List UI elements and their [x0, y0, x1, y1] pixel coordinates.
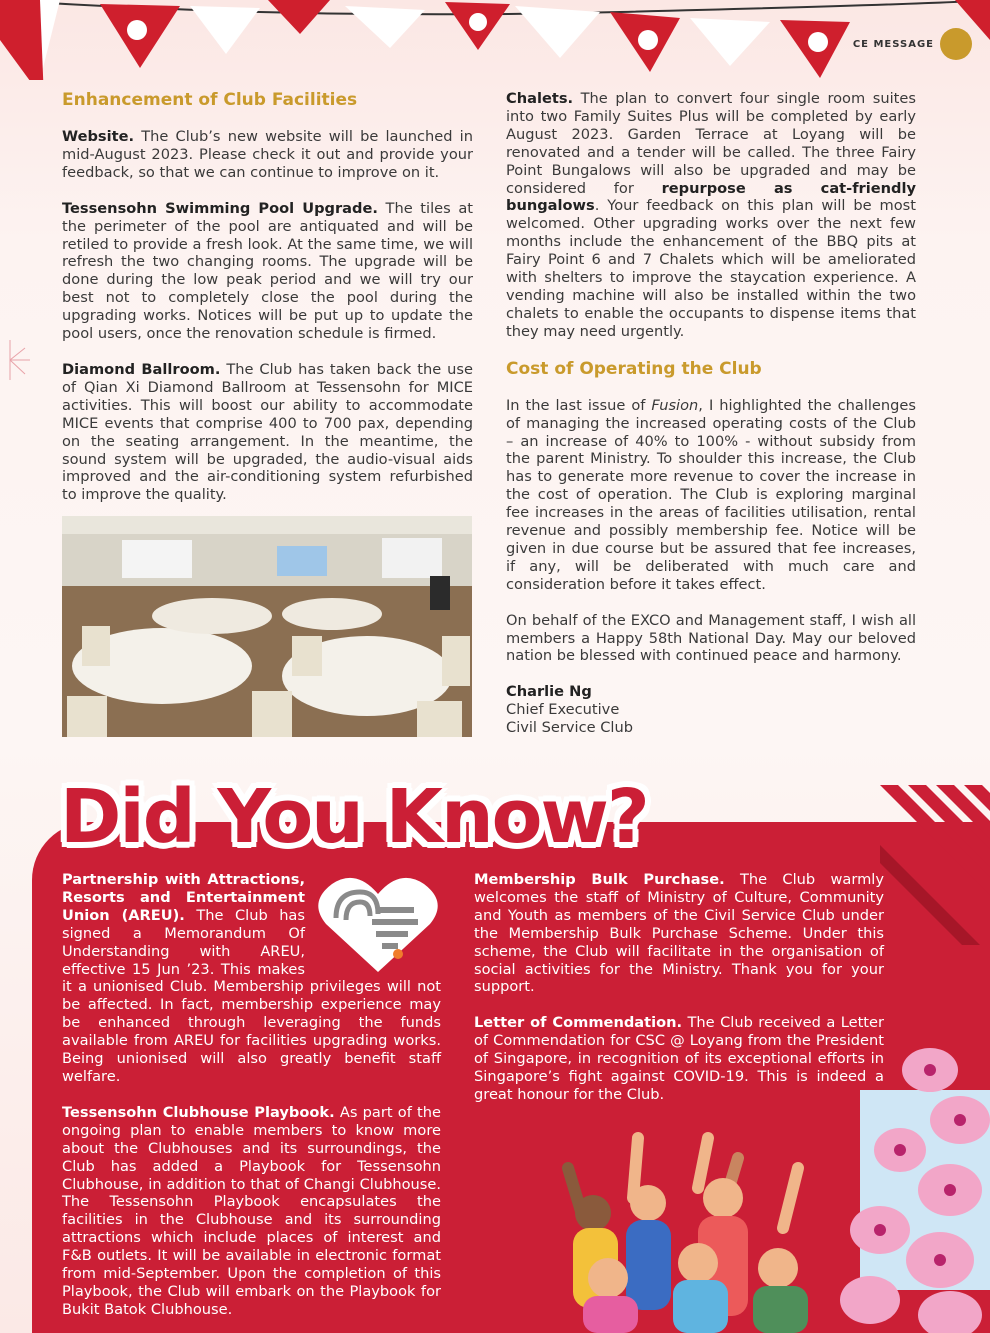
ballroom-title: Diamond Ballroom. — [62, 360, 221, 378]
letter-title: Letter of Commendation. — [474, 1014, 683, 1032]
bunting-flags — [0, 0, 990, 80]
fusion-title: Fusion — [651, 396, 699, 414]
signature-block — [506, 683, 916, 737]
letter-text: The Club received a Letter of Commendation for CSC @ Loyang from the President of Singapore, in recognition of its exceptional efforts in Singapore’s fight against COVID-19. This is indeed a great honour for the Club. — [474, 1014, 884, 1103]
did-you-know-left-column — [62, 871, 441, 1333]
cost-text-1: In the last issue of — [506, 396, 652, 414]
chalets-text-1: The plan to convert four single room suites into two Family Suites Plus will be completed by early August 2023. Garden Terrace at Loyang will be renovated and a tender will be called. The three Fairy Point Bungalows will also be upgraded and may be considered for — [506, 90, 916, 197]
cost-paragraph — [506, 397, 916, 594]
signature-org: Civil Service Club — [506, 719, 633, 737]
gold-dot-icon — [940, 28, 972, 60]
areu-text: The Club has signed a Memorandum Of Understanding with AREU, effective 15 Jun ’23. This makes it a unionised Club. Membership privileges will not be affected. In fact, membership experience may be enhanced through leveraging the funds available from AREU for facilities upgrading works. Being unionised will also greatly benefit staff welfare. — [62, 906, 441, 1085]
flag-red — [0, 0, 44, 80]
closing-paragraph: On behalf of the EXCO and Management staff, I wish all members a Happy 58th National Day. May our beloved nation be blessed with continued peace and harmony. — [506, 611, 916, 665]
right-column — [506, 90, 916, 737]
playbook-text: As part of the ongoing plan to enable members to know more about the Clubhouses and its surroundings, the Club has added a Playbook for Tessensohn Clubhouse, in addition to that of Changi Clubhouse. The Tessensohn Playbook encapsulates the facilities in the Clubhouse and its surrounding attractions which include places of interest and F&B outlets. It will be available in electronic format from mid-September. Upon the completion of this Playbook, the Club will embark on the Playbook for Bukit Batok Clubhouse. — [62, 1103, 441, 1318]
flag-white — [690, 18, 770, 66]
cheering-people-illustration — [548, 1128, 848, 1333]
heading-cost-operating: Cost of Operating the Club — [506, 358, 762, 379]
section-label: CE MESSAGE — [852, 38, 934, 50]
playbook-paragraph — [62, 1104, 441, 1319]
pool-title: Tessensohn Swimming Pool Upgrade. — [62, 199, 378, 217]
left-column — [62, 90, 473, 522]
flag-red — [268, 0, 330, 34]
ballroom-text: The Club has taken back the use of Qian Xi Diamond Ballroom at Tessensohn for MICE activities. This will boost our ability to accommodate MICE events that comprise 400 to 700 pax, depending on the seating arrangement. In the meantime, the sound system will be upgraded, the audio-visual aids improved and the air-conditioning system refurbished to improve the quality. — [62, 360, 473, 504]
ballroom-paragraph — [62, 361, 473, 504]
flag-white — [345, 6, 425, 48]
website-paragraph — [62, 128, 473, 182]
chalets-text-2: . Your feedback on this plan will be most welcomed. Other upgrading works over the next few months include the enhancement of the BBQ pits at Fairy Point 6 and 7 Chalets which will be ameliorated with shelters to improve the staycation experience. A vending machine will also be installed within the two chalets to enable the occupants to dispense items that they may need urgently. — [506, 197, 916, 340]
signature-name: Charlie Ng — [506, 683, 592, 701]
playbook-title: Tessensohn Clubhouse Playbook. — [62, 1103, 335, 1121]
section-badge — [853, 28, 972, 60]
bulk-text: The Club warmly welcomes the staff of Ministry of Culture, Community and Youth as members of the Civil Service Club under the Membership Bulk Purchase Scheme. Under this scheme, the Club will facilitate in the organisation of social activities for the Ministry. Thank you for your support. — [474, 871, 884, 996]
flag-white — [190, 6, 260, 54]
heading-club-facilities: Enhancement of Club Facilities — [62, 90, 358, 110]
website-text: The Club’s new website will be launched in mid-August 2023. Please check it out and provide your feedback, so that we can continue to improve on it. — [62, 128, 473, 181]
website-title: Website. — [62, 128, 135, 145]
areu-title: Partnership with Attractions, Resorts and Entertainment Union (AREU). — [62, 871, 305, 924]
chalets-bold: repurpose as cat-friendly bungalows — [506, 179, 916, 215]
diagonal-stripes-decoration — [880, 785, 990, 945]
signature-title: Chief Executive — [506, 701, 620, 719]
chalets-paragraph — [506, 90, 916, 341]
bulk-paragraph — [474, 871, 884, 996]
flag-white — [515, 6, 600, 58]
pool-text: The tiles at the perimeter of the pool are antiquated and will be retiled to provide a fresh look. At the same time, we will refresh the two changing rooms. The upgrade will be done during the low peak period and we will try our best not to completely close the pool during the upgrading works. Notices will be put up to update the pool users, once the renovation schedule is firmed. — [62, 199, 473, 343]
chalets-title: Chalets. — [506, 90, 574, 107]
logo-spacer — [305, 871, 441, 975]
fireworks-icon — [0, 330, 40, 390]
cost-text-2: , I highlighted the challenges of managing the increased operating costs of the Club – an increase of 40% to 100% - without subsidy from the parent Ministry. To shoulder this increase, the Club has to generate more revenue to cover the increase in the cost of operation. The Club is exploring marginal fee increases in the areas of facilities utilisation, rental revenue and possibly membership fee. Notice will be given in due course but be assured that fee increases, if any, will be deliberated with much care and consideration before it takes effect. — [506, 396, 916, 593]
pool-paragraph — [62, 200, 473, 343]
bulk-title: Membership Bulk Purchase. — [474, 871, 725, 888]
did-you-know-title: Did You Know? — [60, 774, 648, 860]
ballroom-photo — [62, 516, 472, 737]
areu-paragraph — [62, 871, 441, 1086]
